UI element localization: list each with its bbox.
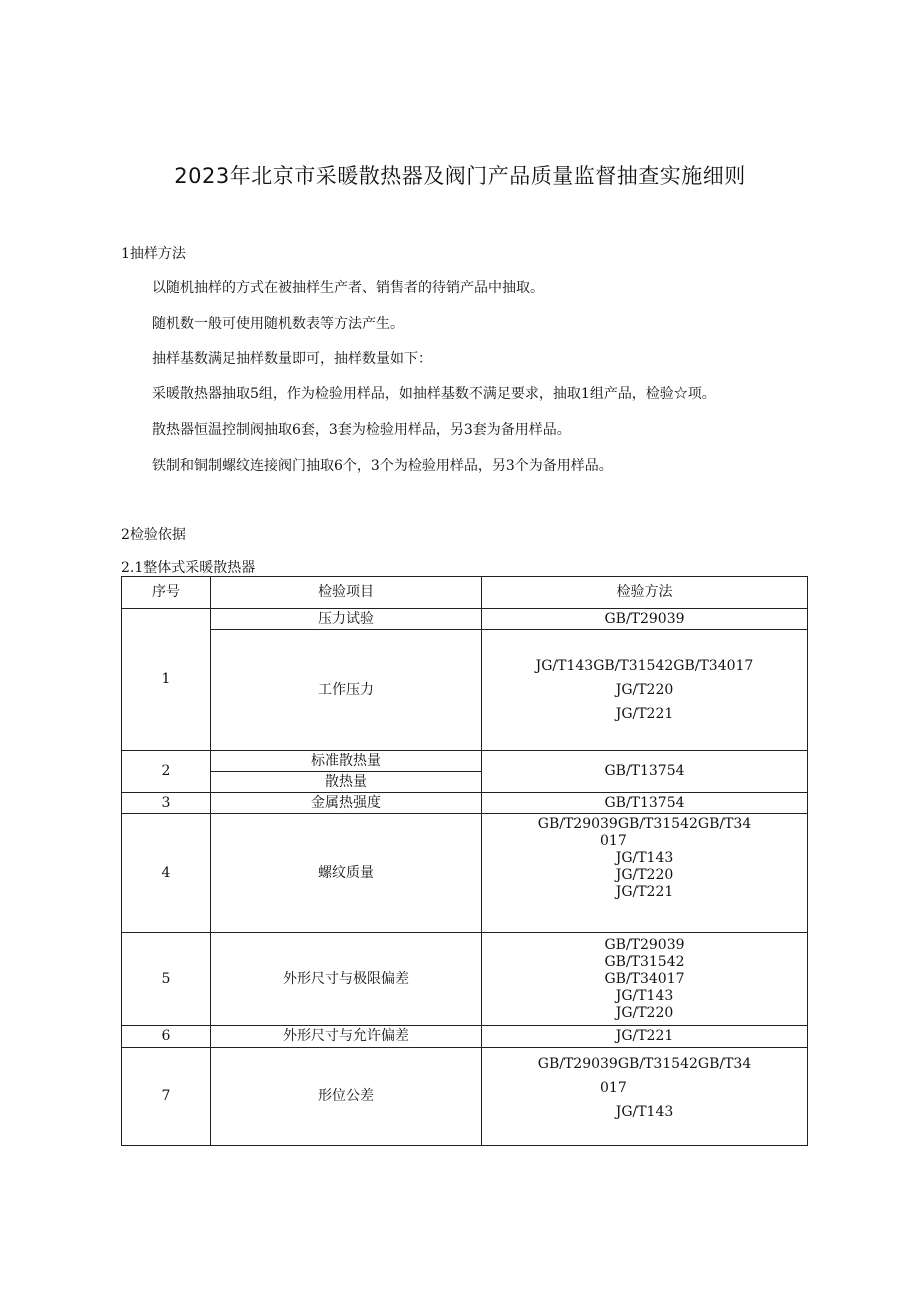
document-title: 2023年北京市采暖散热器及阀门产品质量监督抽查实施细则 — [174, 164, 746, 188]
item-cell: 形位公差 — [211, 1048, 482, 1146]
method-cell: JG/T221 — [482, 1026, 808, 1048]
table-row — [122, 751, 808, 772]
header-cell: 检验方法 — [482, 577, 808, 609]
header-cell: 序号 — [122, 577, 211, 609]
table-row — [122, 814, 808, 933]
method-cell — [482, 933, 808, 1026]
paragraph: 随机数一般可使用随机数表等方法产生。 — [152, 316, 404, 332]
row-number: 7 — [122, 1048, 211, 1146]
section-1-heading: 1抽样方法 — [121, 246, 186, 262]
item-cell: 压力试验 — [211, 609, 482, 630]
paragraph: 抽样基数满足抽样数量即可，抽样数量如下： — [152, 351, 432, 367]
item-cell: 螺纹质量 — [211, 814, 482, 933]
method-line: JG/T220 — [615, 682, 674, 698]
paragraph: 以随机抽样的方式在被抽样生产者、销售者的待销产品中抽取。 — [152, 280, 544, 296]
header-cell: 检验项目 — [211, 577, 482, 609]
table-row — [122, 933, 808, 1026]
row-number: 5 — [122, 933, 211, 1026]
method-line: JG/T220 — [615, 867, 674, 883]
item-cell: 标准散热量 — [211, 751, 482, 772]
method-cell: GB/T13754 — [482, 793, 808, 814]
table-row — [122, 1026, 808, 1048]
method-line: JG/T220 — [615, 1004, 674, 1021]
method-cell — [482, 630, 808, 751]
row-number: 6 — [122, 1026, 211, 1048]
method-line: JG/T143GB/T31542GB/T34017 — [535, 658, 754, 674]
paragraph: 采暖散热器抽取5组，作为检验用样品，如抽样基数不满足要求，抽取1组产品，检验☆项。 — [152, 386, 716, 402]
paragraph: 散热器恒温控制阀抽取6套，3套为检验用样品，另3套为备用样品。 — [152, 422, 571, 438]
method-cell — [482, 1048, 808, 1146]
method-line: GB/T29039GB/T31542GB/T34 — [537, 816, 752, 832]
method-line: GB/T34017 — [604, 970, 685, 987]
method-line: GB/T29039GB/T31542GB/T34 — [537, 1056, 752, 1072]
method-line: JG/T143 — [615, 850, 674, 866]
row-number: 4 — [122, 814, 211, 933]
method-line: JG/T221 — [615, 706, 674, 722]
method-line: JG/T221 — [615, 884, 674, 900]
method-line: 017 — [600, 833, 627, 849]
section-2-heading: 2检验依据 — [121, 527, 186, 543]
table-row — [122, 609, 808, 630]
section-2-1-heading: 2.1整体式采暖散热器 — [121, 560, 256, 576]
item-cell: 金属热强度 — [211, 793, 482, 814]
table-header-row — [122, 577, 808, 609]
method-line: 017 — [600, 1080, 627, 1096]
item-cell: 外形尺寸与允许偏差 — [211, 1026, 482, 1048]
item-cell: 工作压力 — [211, 630, 482, 751]
method-cell — [482, 814, 808, 933]
paragraph: 铁制和铜制螺纹连接阀门抽取6个，3个为检验用样品，另3个为备用样品。 — [152, 458, 613, 474]
inspection-table — [121, 576, 808, 1146]
table-row — [122, 793, 808, 814]
method-line: GB/T31542 — [604, 953, 685, 970]
method-cell: GB/T13754 — [482, 751, 808, 793]
row-number: 2 — [122, 751, 211, 793]
method-line: JG/T143 — [615, 987, 674, 1004]
table-row — [122, 630, 808, 751]
item-cell: 散热量 — [211, 772, 482, 793]
method-line: GB/T29039 — [604, 936, 685, 953]
method-cell: GB/T29039 — [482, 609, 808, 630]
table-row — [122, 1048, 808, 1146]
method-line: JG/T143 — [615, 1104, 674, 1120]
item-cell: 外形尺寸与极限偏差 — [211, 933, 482, 1026]
row-number: 1 — [122, 609, 211, 751]
row-number: 3 — [122, 793, 211, 814]
